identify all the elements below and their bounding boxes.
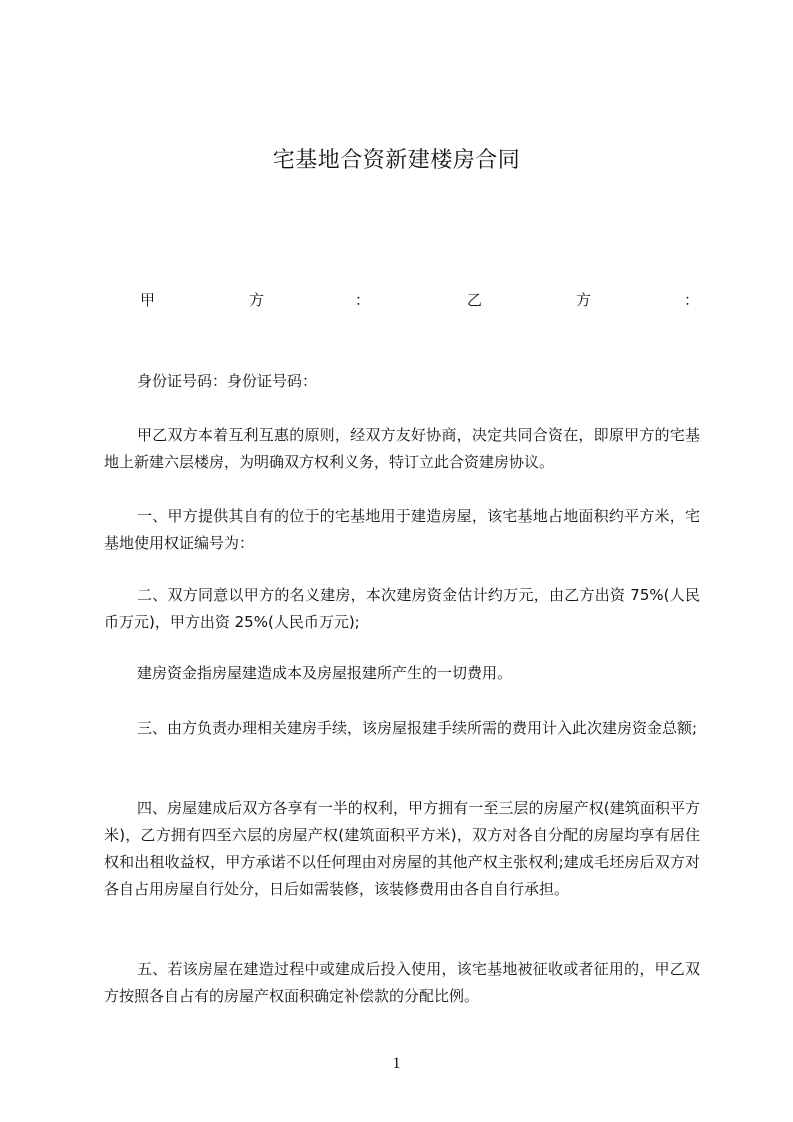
clause-4: 四、房屋建成后双方各享有一半的权利，甲方拥有一至三层的房屋产权(建筑面积平方米)，乙方拥有四至六层的房屋产权(建筑面积平方米)，双方对各自分配的房屋均享有居住权和出租收益权，甲方承诺不以任何理由对房屋的其他产权主张权利;建成毛坯房后双方对各自占用房屋自行处分，日后如需装修，该装修费用由各自自行承担。 bbox=[104, 799, 700, 898]
id-number-line: 身份证号码：身份证号码： bbox=[137, 372, 318, 390]
party-b-char-1: 乙 bbox=[467, 291, 483, 309]
party-a-char-2: 方 bbox=[249, 291, 265, 309]
clause-1: 一、甲方提供其自有的位于的宅基地用于建造房屋，该宅基地占地面积约平方米，宅基地使用权证编号为： bbox=[104, 507, 700, 552]
clause-2-note: 建房资金指房屋建造成本及房屋报建所产生的一切费用。 bbox=[137, 664, 513, 682]
intro-paragraph: 甲乙双方本着互利互惠的原则，经双方友好协商，决定共同合资在，即原甲方的宅基地上新建六层楼房，为明确双方权利义务，特订立此合资建房协议。 bbox=[104, 426, 700, 471]
page-number: 1 bbox=[392, 1055, 401, 1072]
document-title: 宅基地合资新建楼房合同 bbox=[272, 148, 521, 173]
party-a-colon: ： bbox=[355, 291, 371, 309]
party-line bbox=[140, 289, 700, 315]
clause-5: 五、若该房屋在建造过程中或建成后投入使用，该宅基地被征收或者征用的，甲乙双方按照各自占有的房屋产权面积确定补偿款的分配比例。 bbox=[104, 960, 700, 1005]
party-a-char-1: 甲 bbox=[140, 291, 156, 309]
party-b-char-2: 方 bbox=[576, 291, 592, 309]
party-b-colon: ： bbox=[684, 291, 700, 309]
clause-3: 三、由方负责办理相关建房手续，该房屋报建手续所需的费用计入此次建房资金总额; bbox=[137, 719, 698, 737]
clause-2: 二、双方同意以甲方的名义建房，本次建房资金估计约万元，由乙方出资 75%(人民币万元)，甲方出资 25%(人民币万元); bbox=[104, 586, 700, 631]
